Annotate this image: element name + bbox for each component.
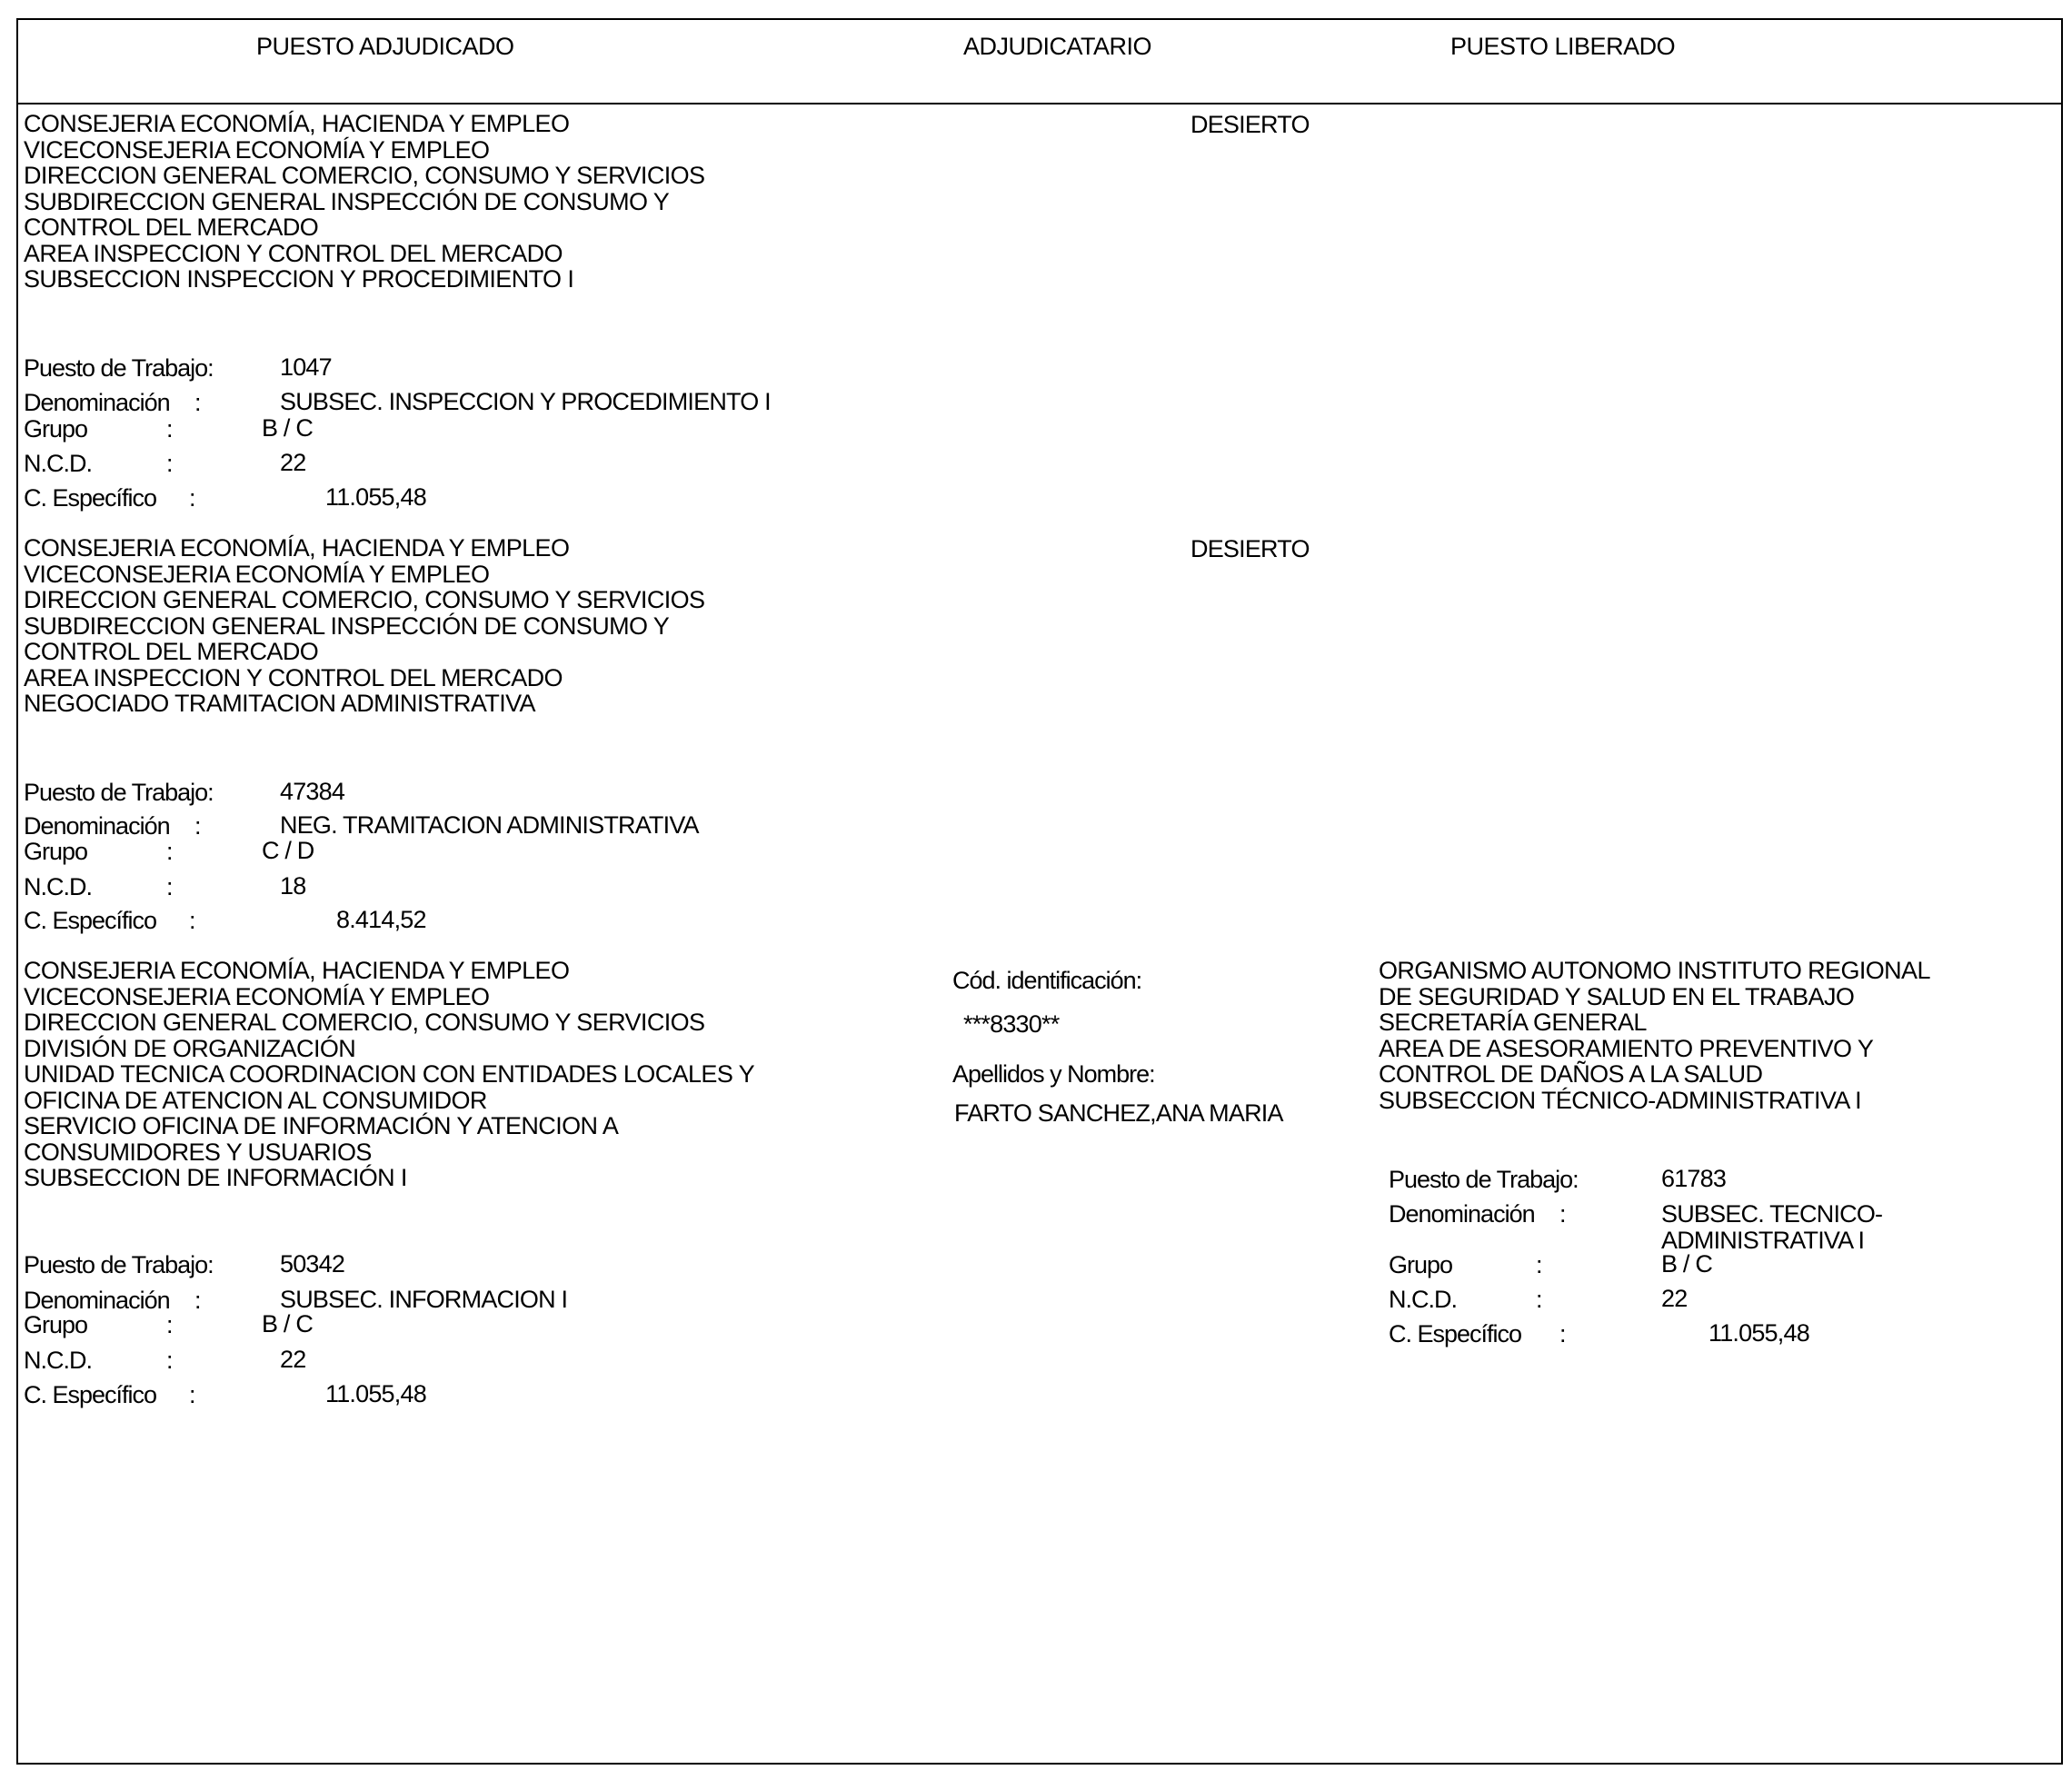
label-c-especifico: C. Específico bbox=[24, 484, 157, 512]
label-c-especifico: C. Específico bbox=[24, 1381, 157, 1408]
dept-line: SUBSECCION TÉCNICO-ADMINISTRATIVA I bbox=[1379, 1086, 1862, 1114]
label-denominacion: Denominación bbox=[24, 389, 170, 416]
dept-line: SUBSECCION DE INFORMACIÓN I bbox=[24, 1164, 407, 1191]
dept-line: NEGOCIADO TRAMITACION ADMINISTRATIVA bbox=[24, 690, 535, 717]
entry-3-c-especifico: 11.055,48 bbox=[325, 1380, 426, 1407]
header-puesto-adjudicado: PUESTO ADJUDICADO bbox=[256, 33, 514, 60]
dept-line: CONTROL DE DAÑOS A LA SALUD bbox=[1379, 1060, 1763, 1088]
liberado-c-especifico: 11.055,48 bbox=[1708, 1319, 1809, 1347]
colon: : bbox=[166, 838, 174, 865]
dept-line: SUBDIRECCION GENERAL INSPECCIÓN DE CONSUMO Y bbox=[24, 612, 670, 640]
liberado-denominacion bbox=[1661, 1201, 1882, 1253]
entry-3-puesto-trabajo: 50342 bbox=[280, 1250, 345, 1278]
entry-2-department bbox=[24, 535, 704, 717]
dept-line: SUBSECCION INSPECCION Y PROCEDIMIENTO I bbox=[24, 265, 574, 293]
dept-line: VICECONSEJERIA ECONOMÍA Y EMPLEO bbox=[24, 560, 490, 588]
header-divider bbox=[16, 103, 2063, 104]
dept-line: UNIDAD TECNICA COORDINACION CON ENTIDADES LOCALES Y bbox=[24, 1060, 755, 1088]
liberado-ncd: 22 bbox=[1661, 1285, 1688, 1312]
label-apellidos-nombre: Apellidos y Nombre: bbox=[952, 1060, 1155, 1088]
label-grupo: Grupo bbox=[24, 838, 88, 865]
entry-3-liberado-department bbox=[1379, 958, 1930, 1113]
dept-line: OFICINA DE ATENCION AL CONSUMIDOR bbox=[24, 1086, 487, 1114]
label-ncd: N.C.D. bbox=[24, 873, 92, 900]
colon: : bbox=[166, 873, 174, 900]
liberado-puesto-trabajo: 61783 bbox=[1661, 1165, 1727, 1192]
dept-line: CONTROL DEL MERCADO bbox=[24, 638, 319, 665]
label-grupo: Grupo bbox=[24, 415, 88, 442]
label-ncd: N.C.D. bbox=[1389, 1286, 1457, 1313]
entry-1-denominacion: SUBSEC. INSPECCION Y PROCEDIMIENTO I bbox=[280, 388, 771, 415]
dept-line: DIVISIÓN DE ORGANIZACIÓN bbox=[24, 1034, 356, 1062]
entry-2-ncd: 18 bbox=[280, 872, 306, 900]
dept-line: CONSEJERIA ECONOMÍA, HACIENDA Y EMPLEO bbox=[24, 534, 570, 562]
label-puesto-trabajo: Puesto de Trabajo: bbox=[24, 779, 214, 806]
colon: : bbox=[194, 1287, 202, 1314]
dept-line: CONSEJERIA ECONOMÍA, HACIENDA Y EMPLEO bbox=[24, 110, 570, 137]
colon: : bbox=[1559, 1320, 1567, 1347]
colon: : bbox=[189, 907, 196, 934]
dept-line: SERVICIO OFICINA DE INFORMACIÓN Y ATENCION A bbox=[24, 1112, 619, 1139]
label-puesto-trabajo: Puesto de Trabajo: bbox=[24, 354, 214, 382]
label-denominacion: Denominación bbox=[1389, 1200, 1535, 1228]
label-denominacion: Denominación bbox=[24, 1287, 170, 1314]
colon: : bbox=[189, 1381, 196, 1408]
entry-1-grupo: B / C bbox=[262, 414, 314, 442]
entry-2-puesto-trabajo: 47384 bbox=[280, 778, 345, 805]
dept-line: VICECONSEJERIA ECONOMÍA Y EMPLEO bbox=[24, 135, 490, 164]
header-puesto-liberado: PUESTO LIBERADO bbox=[1450, 33, 1676, 60]
header-adjudicatario: ADJUDICATARIO bbox=[963, 33, 1152, 60]
entry-1-department bbox=[24, 111, 704, 293]
entry-3-nombre: FARTO SANCHEZ,ANA MARIA bbox=[954, 1099, 1283, 1127]
colon: : bbox=[1536, 1251, 1543, 1278]
entry-1-c-especifico: 11.055,48 bbox=[325, 483, 426, 511]
colon: : bbox=[166, 415, 174, 442]
entry-1-adjudicatario: DESIERTO bbox=[1190, 111, 1310, 138]
entry-2-denominacion: NEG. TRAMITACION ADMINISTRATIVA bbox=[280, 811, 699, 839]
colon: : bbox=[166, 1347, 174, 1374]
dept-line: AREA DE ASESORAMIENTO PREVENTIVO Y bbox=[1379, 1034, 1874, 1062]
dept-line: DE SEGURIDAD Y SALUD EN EL TRABAJO bbox=[1379, 982, 1855, 1010]
label-c-especifico: C. Específico bbox=[1389, 1320, 1522, 1347]
entry-2-c-especifico: 8.414,52 bbox=[336, 906, 426, 933]
dept-line: CONSEJERIA ECONOMÍA, HACIENDA Y EMPLEO bbox=[24, 957, 570, 984]
denominacion-line: SUBSEC. TECNICO- bbox=[1661, 1200, 1883, 1228]
colon: : bbox=[166, 450, 174, 477]
label-puesto-trabajo: Puesto de Trabajo: bbox=[1389, 1166, 1579, 1193]
dept-line: DIRECCION GENERAL COMERCIO, CONSUMO Y SERVICIOS bbox=[24, 586, 705, 613]
colon: : bbox=[194, 389, 202, 416]
label-grupo: Grupo bbox=[1389, 1251, 1453, 1278]
dept-line: ORGANISMO AUTONOMO INSTITUTO REGIONAL bbox=[1379, 957, 1930, 984]
entry-3-grupo: B / C bbox=[262, 1310, 314, 1337]
label-cod-identificacion: Cód. identificación: bbox=[952, 967, 1142, 994]
colon: : bbox=[1536, 1286, 1543, 1313]
dept-line: SECRETARÍA GENERAL bbox=[1379, 1009, 1647, 1036]
denominacion-line: ADMINISTRATIVA I bbox=[1661, 1226, 1865, 1254]
entry-2-grupo: C / D bbox=[262, 837, 314, 864]
label-ncd: N.C.D. bbox=[24, 450, 92, 477]
dept-line: VICECONSEJERIA ECONOMÍA Y EMPLEO bbox=[24, 982, 490, 1010]
entry-3-ncd: 22 bbox=[280, 1346, 306, 1373]
entry-3-cod-identificacion: ***8330** bbox=[963, 1010, 1060, 1038]
label-ncd: N.C.D. bbox=[24, 1347, 92, 1374]
label-c-especifico: C. Específico bbox=[24, 907, 157, 934]
colon: : bbox=[1559, 1200, 1567, 1228]
dept-line: AREA INSPECCION Y CONTROL DEL MERCADO bbox=[24, 663, 563, 691]
dept-line: DIRECCION GENERAL COMERCIO, CONSUMO Y SERVICIOS bbox=[24, 1009, 705, 1036]
label-grupo: Grupo bbox=[24, 1311, 88, 1338]
liberado-grupo: B / C bbox=[1661, 1250, 1713, 1278]
entry-3-denominacion: SUBSEC. INFORMACION I bbox=[280, 1286, 568, 1313]
entry-1-ncd: 22 bbox=[280, 449, 306, 476]
label-denominacion: Denominación bbox=[24, 812, 170, 840]
colon: : bbox=[166, 1311, 174, 1338]
colon: : bbox=[189, 484, 196, 512]
label-puesto-trabajo: Puesto de Trabajo: bbox=[24, 1251, 214, 1278]
dept-line: SUBDIRECCION GENERAL INSPECCIÓN DE CONSUMO Y bbox=[24, 187, 670, 215]
dept-line: DIRECCION GENERAL COMERCIO, CONSUMO Y SERVICIOS bbox=[24, 162, 705, 189]
dept-line: CONTROL DEL MERCADO bbox=[24, 214, 319, 241]
dept-line: AREA INSPECCION Y CONTROL DEL MERCADO bbox=[24, 239, 563, 267]
colon: : bbox=[194, 812, 202, 840]
entry-3-department bbox=[24, 958, 754, 1191]
entry-2-adjudicatario: DESIERTO bbox=[1190, 535, 1310, 562]
entry-1-puesto-trabajo: 1047 bbox=[280, 353, 332, 381]
dept-line: CONSUMIDORES Y USUARIOS bbox=[24, 1138, 372, 1166]
